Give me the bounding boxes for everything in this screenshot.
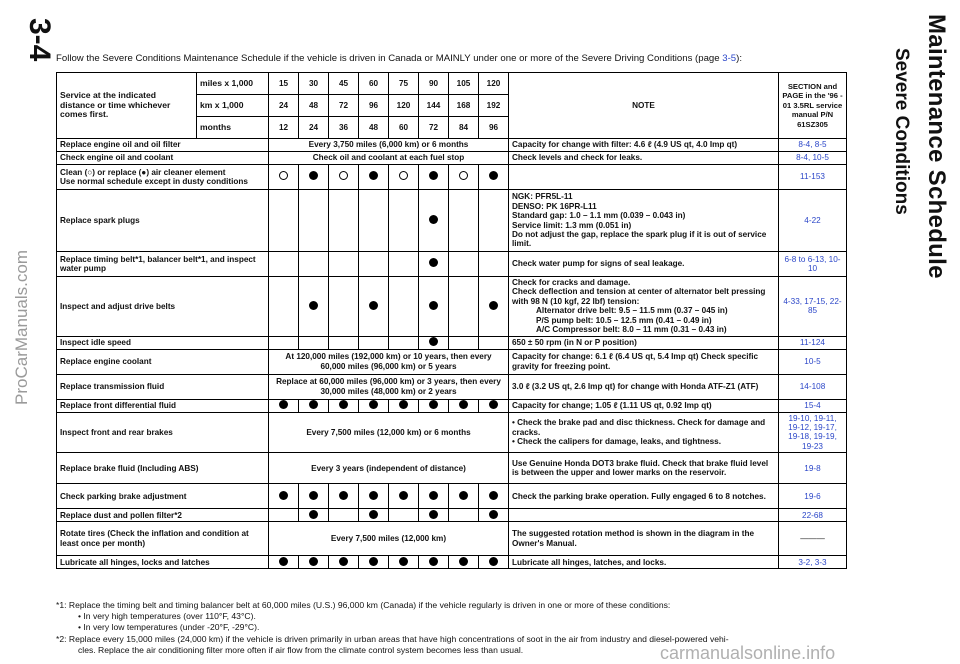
interval-span: Every 3,750 miles (6,000 km) or 6 months	[269, 139, 509, 152]
interval-cell	[389, 484, 419, 509]
note-cell: The suggested rotation method is shown in the diagram in the Owner's Manual.	[509, 522, 779, 556]
table-row	[57, 277, 847, 337]
interval-cell	[299, 336, 329, 349]
replace-dot-icon	[309, 491, 318, 500]
interval-cell	[359, 277, 389, 337]
note-line: Check deflection and tension at center of alternator belt pressing with 98 N (10 kgf, 22 lbf) tension:	[512, 287, 766, 306]
replace-dot-icon	[369, 400, 378, 409]
interval-cell	[449, 509, 479, 522]
service-item-label: Replace dust and pollen filter*2	[60, 510, 182, 520]
service-item-label: Check parking brake adjustment	[60, 491, 187, 501]
service-item-label: Replace brake fluid (Including ABS)	[60, 463, 199, 473]
interval-cell	[269, 190, 299, 252]
interval-cell	[389, 277, 419, 337]
replace-dot-icon	[459, 557, 468, 566]
service-item-label: Replace timing belt*1, balancer belt*1, and inspect water pump	[60, 254, 256, 273]
interval-cell	[269, 484, 299, 509]
clean-circle-icon	[459, 171, 468, 180]
replace-dot-icon	[429, 491, 438, 500]
note-cell	[509, 412, 779, 453]
service-item	[57, 190, 269, 252]
interval-cell	[269, 556, 299, 569]
header-miles-label: miles x 1,000	[197, 73, 269, 95]
footnote-2: *2: Replace every 15,000 miles (24,000 km) if the vehicle is driven primarily in urban areas that have high concentrations of soot in the air from industry and diesel-powered vehi-	[56, 633, 729, 644]
note-cell: Capacity for change with filter: 4.6 ℓ (4.9 US qt, 4.0 Imp qt)	[509, 139, 779, 152]
service-item	[57, 139, 269, 152]
interval-cell	[419, 556, 449, 569]
service-item-label: Replace engine oil and oil filter	[60, 140, 181, 150]
interval-cell	[269, 165, 299, 190]
intro-body: Follow the Severe Conditions Maintenance Schedule if the vehicle is driven in Canada or MAINLY under one or more of the Severe Driving Conditions (page	[56, 53, 723, 64]
note-cell: Check levels and check for leaks.	[509, 152, 779, 165]
table-row	[57, 139, 847, 152]
replace-dot-icon	[429, 215, 438, 224]
note-line: Do not adjust the gap, replace the spark plug if it is out of service limit.	[512, 229, 767, 249]
section-page-link[interactable]: 10-5	[779, 349, 847, 374]
header-note: NOTE	[509, 73, 779, 139]
service-item-label: Replace front differential fluid	[60, 400, 177, 410]
replace-dot-icon	[279, 491, 288, 500]
service-item-label: Replace engine coolant	[60, 356, 152, 366]
service-item	[57, 556, 269, 569]
section-page-link[interactable]: 11-153	[779, 165, 847, 190]
replace-dot-icon	[429, 510, 438, 519]
replace-dot-icon	[489, 510, 498, 519]
service-item-label: Check engine oil and coolant	[60, 153, 174, 163]
interval-cell	[419, 399, 449, 412]
maintenance-table	[56, 72, 847, 569]
table-row	[57, 484, 847, 509]
service-item	[57, 453, 269, 484]
clean-circle-icon	[339, 171, 348, 180]
interval-cell	[359, 484, 389, 509]
note-line: • Check the calipers for damage, leaks, and tightness.	[512, 437, 721, 447]
interval-span: At 120,000 miles (192,000 km) or 10 years, then every 60,000 miles (96,000 km) or 5 years	[269, 349, 509, 374]
header-service-label: Service at the indicated distance or time whichever comes first.	[57, 73, 197, 139]
service-item-label: Lubricate all hinges, locks and latches	[60, 557, 210, 567]
service-item-sublabel: Use normal schedule except in dusty conditions	[60, 177, 248, 186]
interval-cell	[329, 277, 359, 337]
header-km-cell: 96	[359, 95, 389, 117]
service-item-label: Inspect front and rear brakes	[60, 427, 173, 437]
header-km-cell: 24	[269, 95, 299, 117]
interval-cell	[419, 509, 449, 522]
replace-dot-icon	[489, 301, 498, 310]
note-cell: 3.0 ℓ (3.2 US qt, 2.6 Imp qt) for change with Honda ATF-Z1 (ATF)	[509, 374, 779, 399]
service-item-label: Replace transmission fluid	[60, 381, 165, 391]
table-row	[57, 152, 847, 165]
interval-cell	[329, 336, 359, 349]
note-line: • Check the brake pad and disc thickness. Check for damage and cracks.	[512, 418, 766, 437]
interval-cell	[389, 252, 419, 277]
note-line: NGK: PFR5L-11	[512, 192, 573, 202]
note-line: DENSO: PK 16PR-L11	[512, 201, 597, 211]
header-miles-cell: 30	[299, 73, 329, 95]
note-line: Service limit: 1.3 mm (0.051 in)	[512, 220, 632, 230]
interval-cell	[359, 399, 389, 412]
service-item	[57, 509, 269, 522]
section-page-link[interactable]: 4-22	[779, 190, 847, 252]
interval-cell	[479, 252, 509, 277]
header-km-cell: 144	[419, 95, 449, 117]
section-page-link[interactable]: 19-8	[779, 453, 847, 484]
interval-cell	[449, 165, 479, 190]
replace-dot-icon	[369, 557, 378, 566]
interval-cell	[299, 252, 329, 277]
replace-dot-icon	[309, 301, 318, 310]
replace-dot-icon	[279, 557, 288, 566]
interval-span: Replace at 60,000 miles (96,000 km) or 3 years, then every 30,000 miles (48,000 km) or 2 years	[269, 374, 509, 399]
interval-cell	[329, 165, 359, 190]
interval-cell	[479, 336, 509, 349]
table-row	[57, 374, 847, 399]
header-months-cell: 84	[449, 117, 479, 139]
interval-cell	[299, 399, 329, 412]
interval-cell	[299, 484, 329, 509]
interval-cell	[359, 509, 389, 522]
header-miles-cell: 60	[359, 73, 389, 95]
service-item-label: Inspect idle speed	[60, 337, 131, 347]
footnote-1b: • In very low temperatures (under -20°F, -29°C).	[78, 622, 260, 633]
footnote-1a: • In very high temperatures (over 110°F, 43°C).	[78, 611, 256, 622]
clean-circle-icon	[279, 171, 288, 180]
interval-cell	[359, 165, 389, 190]
interval-cell	[269, 336, 299, 349]
page-title: Maintenance Schedule	[923, 14, 950, 279]
interval-cell	[419, 336, 449, 349]
intro-page-link[interactable]: 3-5	[722, 53, 737, 64]
section-page-link[interactable]: 3-2, 3-3	[779, 556, 847, 569]
replace-dot-icon	[429, 258, 438, 267]
footnote-2b: cles. Replace the air conditioning filter more often if air flow from the climate control system becomes less than usual.	[78, 644, 524, 655]
interval-cell	[419, 190, 449, 252]
header-miles-cell: 120	[479, 73, 509, 95]
header-months-cell: 48	[359, 117, 389, 139]
service-item	[57, 252, 269, 277]
interval-cell	[419, 165, 449, 190]
interval-cell	[449, 252, 479, 277]
note-cell	[509, 165, 779, 190]
section-page-link[interactable]: 15-4	[779, 399, 847, 412]
table-row	[57, 556, 847, 569]
interval-cell	[419, 484, 449, 509]
interval-cell	[449, 399, 479, 412]
section-page-link[interactable]: 6-8 to 6-13, 10-10	[779, 252, 847, 277]
interval-span: Every 3 years (independent of distance)	[269, 453, 509, 484]
header-miles-cell: 15	[269, 73, 299, 95]
service-item	[57, 522, 269, 556]
header-months-cell: 72	[419, 117, 449, 139]
note-cell: Capacity for change; 1.05 ℓ (1.11 US qt, 0.92 Imp qt)	[509, 399, 779, 412]
watermark-left: ProCarManuals.com	[12, 250, 31, 405]
interval-cell	[419, 252, 449, 277]
table-row	[57, 399, 847, 412]
replace-dot-icon	[369, 171, 378, 180]
replace-dot-icon	[399, 557, 408, 566]
service-item	[57, 165, 269, 190]
interval-cell	[299, 556, 329, 569]
service-item-label: Replace spark plugs	[60, 215, 140, 225]
interval-cell	[389, 165, 419, 190]
interval-cell	[449, 336, 479, 349]
service-item	[57, 277, 269, 337]
section-page-link[interactable]: 19-6	[779, 484, 847, 509]
note-cell: 650 ± 50 rpm (in N or P position)	[509, 336, 779, 349]
note-indented-line: P/S pump belt: 10.5 – 12.5 mm (0.41 – 0.49 in)	[536, 315, 712, 325]
interval-cell	[449, 556, 479, 569]
interval-cell	[269, 252, 299, 277]
page-subtitle: Severe Conditions	[891, 48, 912, 215]
service-item-label: Clean (○) or replace (●) air cleaner element	[60, 167, 226, 177]
table-row	[57, 453, 847, 484]
interval-cell	[329, 556, 359, 569]
header-months-cell: 24	[299, 117, 329, 139]
interval-cell	[389, 336, 419, 349]
header-months-cell: 36	[329, 117, 359, 139]
section-page-link[interactable]: 22-68	[779, 509, 847, 522]
replace-dot-icon	[309, 557, 318, 566]
header-miles-cell: 75	[389, 73, 419, 95]
replace-dot-icon	[489, 400, 498, 409]
service-item	[57, 152, 269, 165]
section-page-link[interactable]: 8-4, 10-5	[779, 152, 847, 165]
replace-dot-icon	[429, 171, 438, 180]
header-km-cell: 48	[299, 95, 329, 117]
section-page-link[interactable]: 4-33, 17-15, 22-85	[779, 277, 847, 337]
header-months-label: months	[197, 117, 269, 139]
replace-dot-icon	[399, 400, 408, 409]
replace-dot-icon	[339, 557, 348, 566]
note-cell: Use Genuine Honda DOT3 brake fluid. Check that brake fluid level is between the upper and lower marks on the reservoir.	[509, 453, 779, 484]
table-row	[57, 165, 847, 190]
interval-span: Every 7,500 miles (12,000 km) or 6 months	[269, 412, 509, 453]
section-page-link[interactable]: 19-10, 19-11, 19-12, 19-17, 19-18, 19-19, 19-23	[779, 412, 847, 453]
interval-cell	[479, 556, 509, 569]
replace-dot-icon	[339, 400, 348, 409]
replace-dot-icon	[459, 400, 468, 409]
interval-cell	[479, 399, 509, 412]
service-item-label: Rotate tires (Check the inflation and condition at least once per month)	[60, 529, 249, 548]
interval-cell	[479, 484, 509, 509]
interval-cell	[359, 556, 389, 569]
header-miles-cell: 105	[449, 73, 479, 95]
replace-dot-icon	[339, 491, 348, 500]
section-page-link: ———	[779, 522, 847, 556]
interval-cell	[359, 190, 389, 252]
interval-cell	[329, 399, 359, 412]
watermark-bottom: carmanualsonline.info	[660, 643, 836, 663]
page-number: 3-4	[23, 18, 56, 62]
note-line: Standard gap: 1.0 – 1.1 mm (0.039 – 0.043 in)	[512, 211, 686, 221]
footnote-1: *1: Replace the timing belt and timing balancer belt at 60,000 miles (U.S.) 96,000 km (Canada) if the vehicle regularly is driven in one or more of these conditions:	[56, 600, 671, 610]
replace-dot-icon	[369, 491, 378, 500]
interval-cell	[449, 277, 479, 337]
interval-cell	[329, 252, 359, 277]
interval-cell	[299, 165, 329, 190]
service-item	[57, 374, 269, 399]
note-cell: Lubricate all hinges, latches, and locks.	[509, 556, 779, 569]
note-indented-line: A/C Compressor belt: 8.0 – 11 mm (0.31 – 0.43 in)	[536, 325, 727, 335]
replace-dot-icon	[489, 171, 498, 180]
interval-cell	[389, 399, 419, 412]
replace-dot-icon	[309, 510, 318, 519]
header-km-cell: 168	[449, 95, 479, 117]
service-item	[57, 399, 269, 412]
replace-dot-icon	[279, 400, 288, 409]
service-item	[57, 412, 269, 453]
note-cell: Check water pump for signs of seal leakage.	[509, 252, 779, 277]
interval-span: Check oil and coolant at each fuel stop	[269, 152, 509, 165]
interval-cell	[419, 277, 449, 337]
service-item	[57, 336, 269, 349]
interval-cell	[299, 509, 329, 522]
note-cell	[509, 277, 779, 337]
table-row	[57, 349, 847, 374]
interval-cell	[269, 277, 299, 337]
note-cell	[509, 509, 779, 522]
header-months-cell: 96	[479, 117, 509, 139]
header-miles-cell: 45	[329, 73, 359, 95]
replace-dot-icon	[489, 491, 498, 500]
header-section-ref: SECTION and PAGE in the '96 - 01 3.5RL service manual P/N 61SZ305	[779, 73, 847, 139]
header-months-cell: 12	[269, 117, 299, 139]
interval-cell	[269, 399, 299, 412]
replace-dot-icon	[429, 337, 438, 346]
table-row	[57, 190, 847, 252]
clean-circle-icon	[399, 171, 408, 180]
interval-cell	[269, 509, 299, 522]
service-item	[57, 349, 269, 374]
section-page-link[interactable]: 14-108	[779, 374, 847, 399]
replace-dot-icon	[429, 557, 438, 566]
replace-dot-icon	[459, 491, 468, 500]
replace-dot-icon	[309, 400, 318, 409]
interval-cell	[329, 509, 359, 522]
interval-cell	[389, 509, 419, 522]
interval-cell	[479, 277, 509, 337]
interval-cell	[479, 190, 509, 252]
interval-span: Every 7,500 miles (12,000 km)	[269, 522, 509, 556]
interval-cell	[449, 190, 479, 252]
interval-cell	[359, 252, 389, 277]
service-item-label: Inspect and adjust drive belts	[60, 301, 176, 311]
table-row	[57, 252, 847, 277]
header-km-label: km x 1,000	[197, 95, 269, 117]
interval-cell	[329, 484, 359, 509]
replace-dot-icon	[429, 400, 438, 409]
section-page-link[interactable]: 11-124	[779, 336, 847, 349]
header-km-cell: 72	[329, 95, 359, 117]
interval-cell	[389, 190, 419, 252]
header-miles-cell: 90	[419, 73, 449, 95]
note-indented-line: Alternator drive belt: 9.5 – 11.5 mm (0.37 – 045 in)	[536, 306, 728, 316]
replace-dot-icon	[429, 301, 438, 310]
intro-suffix: ):	[736, 53, 742, 64]
replace-dot-icon	[399, 491, 408, 500]
table-row	[57, 509, 847, 522]
replace-dot-icon	[369, 301, 378, 310]
replace-dot-icon	[489, 557, 498, 566]
interval-cell	[329, 190, 359, 252]
section-page-link[interactable]: 8-4, 8-5	[779, 139, 847, 152]
table-row	[57, 522, 847, 556]
replace-dot-icon	[309, 171, 318, 180]
interval-cell	[449, 484, 479, 509]
note-line: Check for cracks and damage.	[512, 278, 631, 287]
header-km-cell: 120	[389, 95, 419, 117]
interval-cell	[479, 509, 509, 522]
interval-cell	[479, 165, 509, 190]
service-item	[57, 484, 269, 509]
note-cell	[509, 190, 779, 252]
header-km-cell: 192	[479, 95, 509, 117]
table-row	[57, 412, 847, 453]
note-cell: Check the parking brake operation. Fully engaged 6 to 8 notches.	[509, 484, 779, 509]
interval-cell	[389, 556, 419, 569]
interval-cell	[299, 277, 329, 337]
intro-text	[56, 53, 742, 64]
note-cell: Capacity for change: 6.1 ℓ (6.4 US qt, 5.4 Imp qt) Check specific gravity for freezing point.	[509, 349, 779, 374]
replace-dot-icon	[369, 510, 378, 519]
header-months-cell: 60	[389, 117, 419, 139]
table-row	[57, 336, 847, 349]
interval-cell	[299, 190, 329, 252]
interval-cell	[359, 336, 389, 349]
